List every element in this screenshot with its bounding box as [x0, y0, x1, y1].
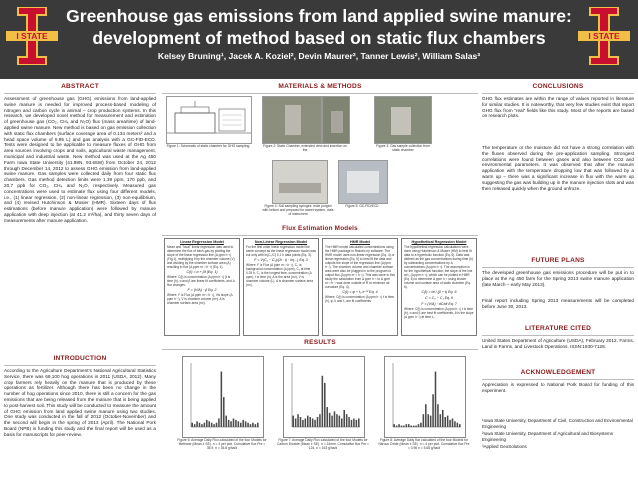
- materials-heading: MATERIALS & METHODS: [278, 83, 362, 90]
- chart-bar: [406, 424, 408, 427]
- chart-axis: [393, 363, 461, 427]
- figure-3-photo: [374, 96, 432, 144]
- linear-model-title: Linear Regression Model: [180, 240, 224, 244]
- chart-bar: [396, 426, 398, 427]
- conclusions-paragraph-2: The temperature or the moisture did not have a strong correlation with the fluxes observed during the pre-application sampling. Strongest correlations were found between gases and also between CO2 and environmental parameters. It was observed that after the manure application with the temperature dropping low that was followed by a warm up – there was a significant increase in flux with the warm up suggesting the gas was building up in the manure injection slots and was then released quickly when the ground unfroze.: [482, 145, 634, 191]
- hutchinson-model-eq2: C = C₀ − C₁ Eq. 6: [424, 295, 453, 300]
- hmr-model-eq: C(t) = φ + f₀ e⁻ᵏᵗ Eq. 4: [342, 289, 378, 294]
- chart-bar: [343, 410, 345, 427]
- chart-bar: [257, 423, 259, 427]
- chart-bar: [437, 404, 439, 427]
- chart-bar: [351, 420, 353, 427]
- hmr-model-where: Where: C(t) is concentration (Δ ppm h⁻¹) t is time (h), φ, k and f₀ are fit coefficients: [325, 294, 394, 303]
- linear-model-box: [164, 238, 240, 336]
- chart-bar: [322, 376, 324, 427]
- chart-bar: [230, 421, 232, 427]
- figure-4-caption: Figure 4: Soil sampling syringes: mole purged with helium and prepared for sweet system, vials of instrument: [262, 204, 334, 217]
- figure-3-caption: Figure 3: Gas sample collection from static chamber: [376, 144, 430, 153]
- nonlinear-model-where: Where: F is Flux (Δ ppm m⁻² h⁻¹), C₀ is background concentration (Δ ppm), C₁ at time 0.25 h, C₂ is the longest time, concentration (Δ ppm), t is time (h), A is the area (m²), V is chamber volume (L), A is chamber surface area (m²).: [246, 262, 313, 287]
- acknowledgement-rule: [482, 379, 634, 380]
- chart-bar: [425, 404, 427, 427]
- chart-bar: [245, 421, 247, 427]
- chart-bar: [430, 416, 432, 427]
- chart-bar: [238, 421, 240, 427]
- chart-bar: [312, 418, 314, 427]
- figure-5-caption: Figure 5: GC-FID/ECD: [345, 204, 379, 208]
- chart-bar: [449, 420, 451, 427]
- conclusions-paragraph-1: GHG flux estimates are within the range of values reported in literature for similar studies. It is noteworthy, that very few studies exist that report GHG flux from “real” fields like this study. Most of the reports are based on research plots.: [482, 96, 634, 119]
- chart-bar: [235, 420, 237, 427]
- figure-8-chart: [384, 356, 466, 438]
- chart-bar: [240, 423, 242, 427]
- logo-left-text: I STATE: [16, 31, 48, 41]
- hmr-model-box: [322, 238, 398, 336]
- chart-bar: [336, 414, 338, 427]
- figure-6-chart: [182, 356, 264, 438]
- acknowledgement-text: Appreciation is expressed to National Pork Board for funding of this experiment.: [482, 382, 634, 393]
- chart-bar: [191, 423, 193, 427]
- nonlinear-model-eq: F = V(C₁ − C₀)/(A · t) · ln(...) Eq. 3: [254, 257, 308, 262]
- hutchinson-model-text: The hypothetical regression calculations were done using Hutchinson & Mosier (HM) to best fit data to a hyperbolic function (Eq. 6). Data was defined as the gas concentrations during time (h) by subtracting concentrations by Δ concentrations (Δ ppm h⁻¹). The assumption is for the hypothetical function: the slope of the line at t₀ (Δ ppm h⁻¹), which can be plotted in HMR (Eq. 6) to determine Δ ppm h⁻¹ using known volume and surface area of static chamber (Eq. 6).: [404, 244, 474, 289]
- linear-model-eq1: C(t) = α + βt (Eq. 1): [186, 269, 218, 274]
- affiliation-1: ¹Iowa State University, Department of Civil, Construction and Environmental Engineering: [482, 418, 633, 429]
- linear-model-where2: Where: F is Flux (Δ ppm m⁻² h⁻¹), Vis slope (Δ ppm h⁻¹), V is chamber volume (m³), A is chamber surface area (m²).: [167, 292, 233, 305]
- hutchinson-model-eq1: C(t) = αt / (β + t) Eq. 6: [421, 289, 457, 294]
- chart-bar: [206, 420, 208, 427]
- literature-text: United States Department of Agriculture (USDA), February 2012. Farms, Land in Farms, and Livestock Operations. ISSN:1930-7128.: [482, 338, 634, 349]
- figure-2-photo: [262, 96, 322, 144]
- nonlinear-model-box: [243, 238, 319, 336]
- future-plans-heading: FUTURE PLANS: [531, 257, 585, 264]
- acknowledgement-heading: ACKNOWLEDGEMENT: [520, 369, 596, 376]
- chart-bar: [331, 416, 333, 427]
- chart-bar: [444, 417, 446, 427]
- nonlinear-model-text: For the first order linear regression model the same concept as the linear regression model was but only with ln(C₀/C) 0.1 h data points (Eq. 3).: [246, 244, 316, 257]
- chart-bar: [326, 407, 328, 427]
- results-heading: RESULTS: [304, 339, 336, 346]
- literature-heading: LITERATURE CITED: [524, 325, 592, 332]
- literature-rule: [482, 335, 634, 336]
- isu-logo-left: [6, 7, 58, 65]
- chart-bar: [427, 414, 429, 427]
- chart-bar: [201, 424, 203, 427]
- chart-bar: [196, 421, 198, 427]
- chart-bar: [410, 426, 412, 427]
- poster-title: [66, 5, 572, 49]
- introduction-text: According to the Agriculture Department’s National Agricultural Statistics Service, there was 69,100 hog operations in 2011 (USDA, 2012). Many crop farmers rely heavily on the manure that is produced by these operations as fertilizer. Although there has been no change in the number of hog operations since 2010, there is still a concern for the gas emissions that are being released from the manure that is being applied to post-harvest soil. This study will be conducted to measure the amount of GHG emission from land applied swine manure using two studies. One study was conducted in the fall of 2012 (October-November) and the second will begin in the spring of 2013 (April). The National Pork Board (NPB) is funding this study and the final report will be used as a basis for manuscripts for peer-review.: [4, 368, 156, 437]
- abstract-text: Assessment of greenhouse gas (GHG) emissions from land-applied swine manure is needed for improved process-based modeling of nitrogen and carbon cycle in animal – crop production systems. In this research, we developed novel method for measurement and estimation of greenhouse gas (CO₂, CH₄ and N₂O) flux (mass area/time) of land-applied swine manure. New method is based on gas emission collection with static flux chambers (surface coverage area of 0.134 meters² and a head space volume of 6.95 L) and gas analysis with a GC-FID-ECD. Tests were designed to be applicable to measure fluxes of GHG from area sources involving crops and soils, agricultural waste management, municipal and industrial waste. New method was used at the Ag 450 Farm Iowa State University (41.98N, 93.65W) from October 24, 2012 through December 14, 2012 to assess GHG emission from land-applied swine manure. Gas samples were collected daily from four static flux chambers. Gas method detection limits were 1.39 ppm, 170 ppb, and 20.7 ppb for CO₂, CH₄ and N₂O, respectively. Measured gas concentrations were used to estimate flux using four different models, i.e., (1) linear regression, (2) non-linear regression, (3) non-equilibrium, and (4) revised Hutchinson & Mosier (HMR). Sixteen days of flux estimations (before manure application) were followed by manure application with deep injection (at 41.2 m³/ha), and thirty seven days of measurements after manure application.: [4, 96, 156, 223]
- introduction-heading: INTRODUCTION: [53, 355, 107, 362]
- chart-bar: [211, 423, 213, 427]
- hmr-model-text: The HMR model calculated concentrations using the HMR package in Rstudio by software. The HMR model uses non-linear regression (Eq. 4) or linear regression (Eq. 5) to best fit the data and outputs the slope of the regression line (Δ ppm h⁻¹). The chamber volume and chamber surface area were also be plugged in to the program to output flux (Δ ppm m⁻² h⁻¹). This was done in this study the calculation from Δ ppm h⁻¹ to Δ ppm m⁻² h⁻¹ was done outside of R to minimize all curvature (Eq. 4).: [325, 244, 395, 289]
- figure-8-svg: [385, 357, 465, 437]
- chart-axis: [191, 363, 259, 427]
- chart-bar: [242, 420, 244, 427]
- abstract-rule: [4, 93, 156, 94]
- figure-7-caption: Figure 7: Average Daily Flux calculated of the four Models for Carbon Dioxide (Mean ± SE). n = 24mm. Cumulative flux Pre = 124, n = 163 g/ha/d: [277, 438, 369, 451]
- chart-bar: [208, 421, 210, 427]
- hutchinson-model-title: Hypothetical Regression Model: [411, 240, 467, 244]
- chart-bar: [218, 418, 220, 427]
- chart-bar: [300, 417, 302, 427]
- chart-bar: [413, 426, 415, 427]
- chart-bar: [447, 416, 449, 427]
- conclusions-rule: [482, 93, 634, 94]
- chart-bar: [233, 418, 235, 427]
- chart-bar: [297, 414, 299, 427]
- chart-bar: [408, 424, 410, 427]
- chart-bar: [457, 423, 459, 427]
- affiliation-3: ³Applied GeoSolutions: [482, 444, 527, 449]
- introduction-rule: [4, 365, 156, 366]
- flux-models-rule: [162, 235, 478, 236]
- future-plans-paragraph-1: The developed greenhouse gas emissions procedure will be put in to place at the Ag 450 farm for the Spring 2013 swine manure application (late March – early May 2013).: [482, 270, 634, 287]
- hutchinson-model-where: Where: C(t) is concentration (Δ ppm h⁻¹) t is time (h), α and β are best fit coefficients, θ is the slope (Δ ppm h⁻¹) at time t₀.: [404, 306, 474, 319]
- chart-bar: [329, 413, 331, 427]
- chart-bar: [358, 418, 360, 427]
- chart-bar: [216, 423, 218, 427]
- linear-model-where1: Where: C(t) is concentration (Δ ppm h⁻¹) (t is time (h), α and β are linear fit coefficients, and Δ flux changes.: [167, 274, 235, 287]
- chart-bar: [339, 416, 341, 427]
- figure-1-schematic: [166, 96, 252, 144]
- flux-models-heading: Flux Estimation Models: [282, 225, 358, 232]
- chart-bar: [420, 423, 422, 427]
- chart-bar: [432, 394, 434, 427]
- figure-1-caption: Figure 1: Schematic of static chamber for GHG sampling: [166, 144, 250, 148]
- chart-bar: [440, 414, 442, 427]
- affiliation-2: ²Iowa State University, Department of Agricultural and Biosystems Engineering: [482, 431, 613, 442]
- chart-bar: [204, 423, 206, 427]
- results-rule: [162, 349, 478, 350]
- chart-bar: [228, 420, 230, 427]
- chart-bar: [314, 420, 316, 427]
- chart-bar: [353, 418, 355, 427]
- chart-bar: [334, 411, 336, 427]
- chart-bar: [403, 426, 405, 427]
- future-plans-paragraph-2: Final report including Spring 2013 measurements will be completed before June 30, 2013.: [482, 298, 634, 309]
- chart-bar: [415, 426, 417, 427]
- chart-bar: [250, 424, 252, 427]
- chart-bar: [452, 418, 454, 427]
- chart-bar: [309, 417, 311, 427]
- chart-bar: [319, 414, 321, 427]
- chart-bar: [398, 424, 400, 427]
- isu-logo-right: [578, 7, 630, 65]
- chart-bar: [305, 418, 307, 427]
- figure-7-svg: [284, 357, 364, 437]
- abstract-heading: ABSTRACT: [61, 83, 99, 90]
- chart-bar: [346, 414, 348, 427]
- title-line-2: development of method based on static flux chambers: [92, 28, 546, 48]
- chart-bar: [348, 417, 350, 427]
- linear-model-eq2: F = (V/A) · β Eq. 2: [187, 287, 217, 292]
- materials-rule: [162, 93, 478, 94]
- figure-5-photo: [338, 160, 388, 204]
- authors-line: Kelsey Bruning¹, Jacek A. Koziel², Devin Maurer², Tanner Lewis², William Salas³: [157, 51, 481, 61]
- hutchinson-model-eq3: F = (V/A) · dC/dt Eq. 7: [421, 301, 457, 306]
- chart-bar: [401, 426, 403, 427]
- chart-bar: [307, 416, 309, 427]
- chart-bar: [418, 424, 420, 427]
- chart-bar: [341, 418, 343, 427]
- chart-bar: [213, 424, 215, 427]
- chart-bar: [302, 420, 304, 427]
- future-plans-rule: [482, 267, 634, 268]
- chart-bar: [317, 417, 319, 427]
- chart-bar: [194, 424, 196, 427]
- conclusions-heading: CONCLUSIONS: [532, 83, 584, 90]
- chart-bar: [292, 416, 294, 427]
- chart-bar: [324, 383, 326, 427]
- hutchinson-model-box: [401, 238, 477, 336]
- chart-bar: [252, 423, 254, 427]
- linear-model-text: Mean and "local" linear regression was used to determine the flux of each gas by plotting the slope of the linear regression line (Δ ppm h⁻¹) (Fig.1), multiplying it by the chamber volume (V) and dividing by the chamber surface area (A) resulting in flux (Δ ppm m⁻² h⁻¹) (Eq. 1).: [167, 244, 235, 269]
- chart-bar: [247, 423, 249, 427]
- chart-bar: [255, 424, 257, 427]
- chart-bar: [356, 420, 358, 427]
- figure-2-caption: Figure 2: Static Chamber, extended view and insertion on the: [263, 144, 347, 153]
- chart-bar: [199, 423, 201, 427]
- chart-bar: [442, 410, 444, 427]
- chart-bar: [454, 421, 456, 427]
- figure-6-svg: [183, 357, 263, 437]
- hmr-model-title: HMR Model: [349, 240, 371, 244]
- header-band: [0, 0, 638, 79]
- chart-bar: [435, 372, 437, 427]
- chart-bar: [459, 424, 461, 427]
- chart-bar: [225, 416, 227, 427]
- figure-8-caption: Figure 8: Average Daily flux calculated of the four Models for Nitrous Oxide (Mean ± SE). n = 4 per plot. Cumulative flux Pre = 0.96 n = 5.68 g/ha/d: [378, 438, 470, 451]
- figure-6-caption: Figure 6: Average Daily Flux calculated of the four Models for Methane (Mean ± SE). n = 4 per plot. Cumulative flux Pre = 35.9, n = 35.8 g/ha/d: [177, 438, 267, 451]
- logo-right-text: I STATE: [588, 31, 620, 41]
- figure-7-chart: [283, 356, 365, 438]
- chart-bar: [295, 418, 297, 427]
- figure-2-photo-b: [322, 96, 350, 144]
- figure-4-photo: [272, 160, 328, 204]
- chart-bar: [221, 372, 223, 427]
- chart-bar: [223, 397, 225, 427]
- title-line-1: Greenhouse gas emissions from land applied swine manure:: [66, 6, 572, 26]
- chart-bar: [423, 414, 425, 427]
- nonlinear-model-title: Non-Linear Regression Model: [254, 240, 308, 244]
- chart-bar: [393, 424, 395, 427]
